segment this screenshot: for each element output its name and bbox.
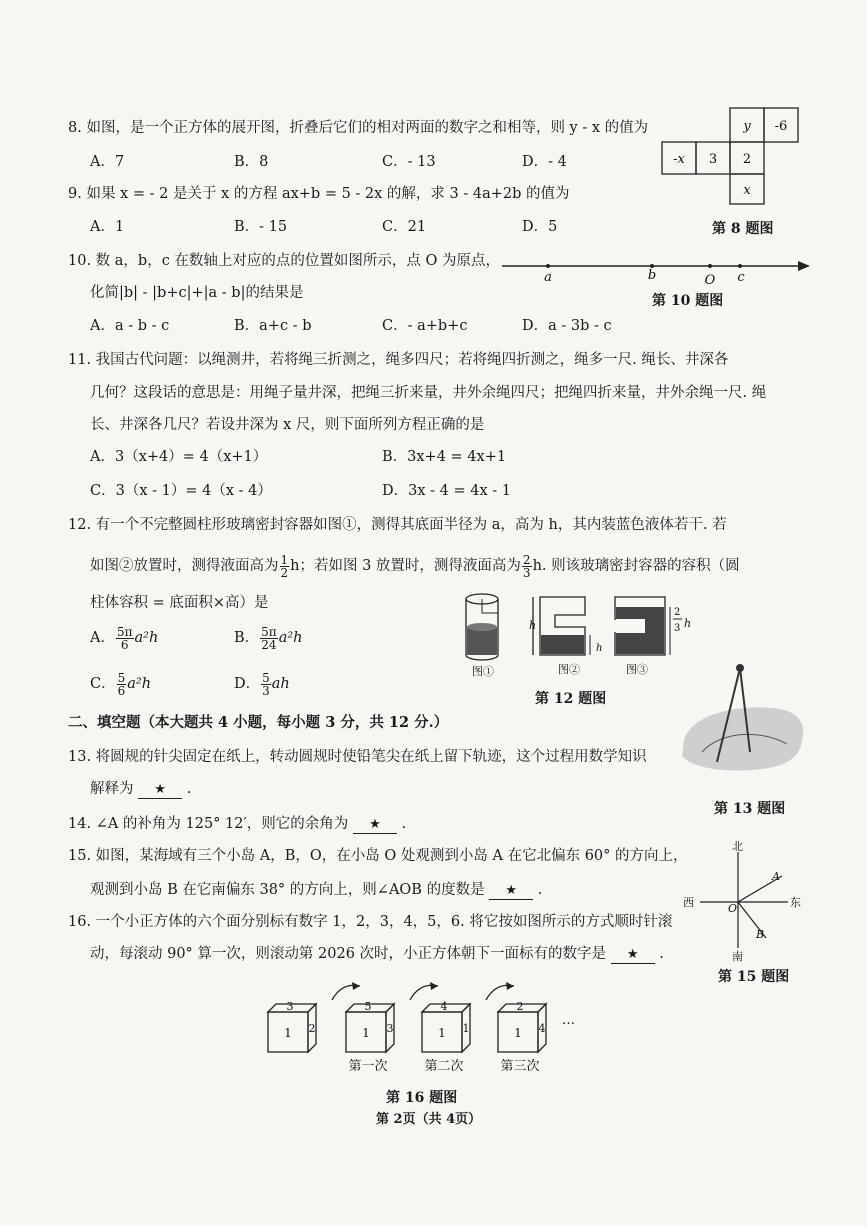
q12-caption: 第 12 题图	[535, 691, 607, 707]
q9-option-a[interactable]: A．1	[90, 219, 125, 235]
compass-north: 北	[732, 840, 743, 853]
q8-option-d[interactable]: D．- 4	[522, 154, 567, 170]
net-cell-neg6: -6	[774, 119, 788, 134]
cube-step-label: 第一次	[348, 1059, 388, 1074]
q8-stem	[68, 118, 648, 138]
point-o-label: O	[728, 902, 738, 915]
fig-2-h: h	[529, 619, 537, 632]
q12-option-a[interactable]: A． $\frac{5\pi}{6}$ a²h	[90, 624, 159, 652]
fig-3-label: 图③	[626, 663, 648, 676]
q11-option-b[interactable]: B．3x+4 = 4x+1	[382, 449, 507, 465]
question-number: 14.	[68, 816, 92, 832]
question-number: 12.	[68, 517, 92, 533]
q8-caption: 第 8 题图	[712, 221, 774, 237]
fig-1-label: 图①	[472, 665, 494, 678]
q8-option-a[interactable]: A．7	[90, 154, 125, 170]
svg-text:2: 2	[674, 607, 681, 618]
net-cell-y: y	[743, 119, 751, 134]
q11-stem-line3: 长、井深各几尺？若设井深为 x 尺，则下面所列方程正确的是	[90, 417, 485, 433]
cube-3	[498, 1000, 546, 1074]
cube-front-number: 1	[438, 1026, 446, 1040]
q14-stem: 14. ∠A 的补角为 125° 12′，则它的余角为 ★ .	[68, 816, 407, 832]
q12-stem-line1	[68, 515, 727, 535]
q12-stem-line3: 柱体容积 = 底面积×高）是	[90, 595, 269, 611]
question-text: 一个小正方体的六个面分别标有数字 1，2，3，4，5，6. 将它按如图所示的方式顺时针滚	[95, 914, 673, 930]
cube-front-number: 1	[284, 1026, 292, 1040]
q13-stem-line2: 解释为 ★ .	[90, 781, 192, 797]
number-line-figure	[500, 254, 815, 286]
q12-option-d[interactable]: D． $\frac{5}{3}$ ah	[234, 670, 290, 698]
point-b-label: B	[756, 928, 765, 941]
q9-option-d[interactable]: D．5	[522, 219, 558, 235]
number-line-label-o: O	[704, 273, 716, 286]
q12-option-c[interactable]: C． $\frac{5}{6}$ a²h	[90, 670, 152, 698]
q15-answer-blank[interactable]: ★	[489, 883, 533, 900]
question-text: 如图，是一个正方体的展开图，折叠后它们的相对两面的数字之和相等，则 y - x 的值为	[86, 120, 649, 136]
q15-stem-line1	[68, 846, 688, 866]
q9-stem	[68, 184, 570, 204]
compass-drawing-figure	[672, 660, 812, 790]
rolling-cube-figure	[262, 976, 592, 1076]
q10-stem-line2: 化简|b| - |b+c|+|a - b|的结果是	[90, 285, 304, 301]
question-text: 如果 x = - 2 是关于 x 的方程 ax+b = 5 - 2x 的解，求 3 - 4a+2b 的值为	[86, 186, 570, 202]
q12-option-b[interactable]: B． $\frac{5\pi}{24}$ a²h	[234, 624, 303, 652]
question-number: 8.	[68, 120, 82, 136]
q16-stem-line1	[68, 912, 672, 932]
q15-caption: 第 15 题图	[718, 969, 790, 985]
section-title-fill-in: 二、填空题（本大题共 4 小题，每小题 3 分，共 12 分.）	[68, 714, 449, 731]
cube-side-number: 1	[462, 1022, 470, 1035]
q11-option-d[interactable]: D．3x - 4 = 4x - 1	[382, 483, 511, 499]
cube-2	[422, 1000, 470, 1074]
net-cell-2: 2	[742, 152, 752, 167]
fig-2-label: 图②	[558, 663, 580, 676]
cube-side-number: 3	[386, 1022, 394, 1035]
question-text: 将圆规的针尖固定在纸上，转动圆规时使铅笔尖在纸上留下轨迹，这个过程用数学知识	[95, 749, 647, 765]
q11-option-c[interactable]: C．3（x - 1）= 4（x - 4）	[90, 483, 272, 499]
cube-step-label: 第三次	[500, 1059, 540, 1074]
q10-option-a[interactable]: A．a - b - c	[90, 318, 170, 334]
question-number: 16.	[68, 914, 92, 930]
q10-option-c[interactable]: C．- a+b+c	[382, 318, 468, 334]
compass-east: 东	[790, 896, 801, 909]
q16-caption: 第 16 题图	[386, 1090, 458, 1106]
q8-option-b[interactable]: B．8	[234, 154, 269, 170]
q12-stem-line2: 如图②放置时，测得液面高为 $\frac{1}{2}$ h；若如图 3 放置时，测得液面高为 $\frac{2}{3}$ h. 则该玻璃密封容器的容积（圆	[90, 552, 740, 580]
cube-top-number: 3	[286, 1000, 294, 1013]
page-footer: 第 2页（共 4页）	[376, 1112, 482, 1127]
q16-stem-line2: 动，每滚动 90° 算一次，则滚动第 2026 次时，小正方体朝下一面标有的数字是 ★ .	[90, 946, 664, 962]
cube-top-number: 2	[516, 1000, 524, 1013]
number-line-label-a: a	[544, 270, 552, 285]
point-a-label: A	[772, 870, 780, 883]
q9-option-c[interactable]: C．21	[382, 219, 427, 235]
q14-answer-blank[interactable]: ★	[353, 817, 397, 834]
number-line-label-c: c	[737, 270, 745, 285]
fraction-two-thirds: $\frac{2}{3}$	[522, 552, 531, 580]
q15-stem-line2: 观测到小岛 B 在它南偏东 38° 的方向上，则∠AOB 的度数是 ★ .	[90, 882, 543, 898]
q13-stem-line1	[68, 747, 647, 767]
svg-text:h: h	[596, 643, 603, 654]
cube-net-figure	[660, 106, 805, 206]
question-text: 数 a，b，c 在数轴上对应的点的位置如图所示，点 O 为原点，	[95, 253, 501, 269]
q10-option-b[interactable]: B．a+c - b	[234, 318, 312, 334]
compass-south: 南	[732, 950, 743, 962]
cube-side-number: 2	[308, 1022, 316, 1035]
net-cell-3: 3	[708, 152, 718, 167]
number-line-label-b: b	[647, 268, 657, 283]
cube-0	[268, 1000, 316, 1052]
question-number: 11.	[68, 352, 92, 368]
compass-west: 西	[683, 896, 694, 909]
svg-text:3: 3	[674, 623, 681, 634]
question-number: 13.	[68, 749, 92, 765]
container-figure	[460, 585, 700, 685]
question-text: ∠A 的补角为 125° 12′，则它的余角为	[95, 816, 349, 832]
net-cell-negx: -x	[673, 152, 685, 167]
q10-stem-line1	[68, 251, 500, 271]
question-number: 15.	[68, 848, 92, 864]
q8-option-c[interactable]: C．- 13	[382, 154, 436, 170]
q11-stem-line2: 几何？这段话的意思是：用绳子量井深，把绳三折来量，井外余绳四尺；把绳四折来量，井外余绳一尺. 绳	[90, 385, 767, 401]
direction-compass-figure	[680, 840, 810, 962]
cube-front-number: 1	[362, 1026, 370, 1040]
cube-step-label: 第二次	[424, 1059, 464, 1074]
q9-option-b[interactable]: B．- 15	[234, 219, 288, 235]
fraction-one-half: $\frac{1}{2}$	[280, 552, 289, 580]
question-number: 10.	[68, 253, 92, 269]
cube-front-number: 1	[514, 1026, 522, 1040]
q11-option-a[interactable]: A．3（x+4）= 4（x+1）	[90, 449, 268, 465]
q13-caption: 第 13 题图	[714, 801, 786, 817]
question-text: 有一个不完整圆柱形玻璃密封容器如图①，测得其底面半径为 a，高为 h，其内装蓝色液体若干. 若	[95, 517, 727, 533]
fig-3-h: h	[684, 617, 692, 630]
cube-1	[346, 1000, 394, 1074]
q10-option-d[interactable]: D．a - 3b - c	[522, 318, 612, 334]
q11-stem-line1	[68, 350, 728, 370]
net-cell-x: x	[743, 183, 751, 198]
cube-top-number: 5	[364, 1000, 372, 1013]
q16-answer-blank[interactable]: ★	[611, 947, 655, 964]
question-text: 我国古代问题：以绳测井，若将绳三折测之，绳多四尺；若将绳四折测之，绳多一尺. 绳长、井深各	[95, 352, 729, 368]
question-number: 9.	[68, 186, 82, 202]
cube-top-number: 4	[440, 1000, 448, 1013]
ellipsis: …	[562, 1013, 575, 1028]
cube-side-number: 4	[538, 1022, 546, 1035]
q13-answer-blank[interactable]: ★	[138, 782, 182, 799]
q10-caption: 第 10 题图	[652, 293, 724, 309]
question-text: 如图，某海域有三个小岛 A，B，O，在小岛 O 处观测到小岛 A 在它北偏东 60° 的方向上，	[95, 848, 688, 864]
